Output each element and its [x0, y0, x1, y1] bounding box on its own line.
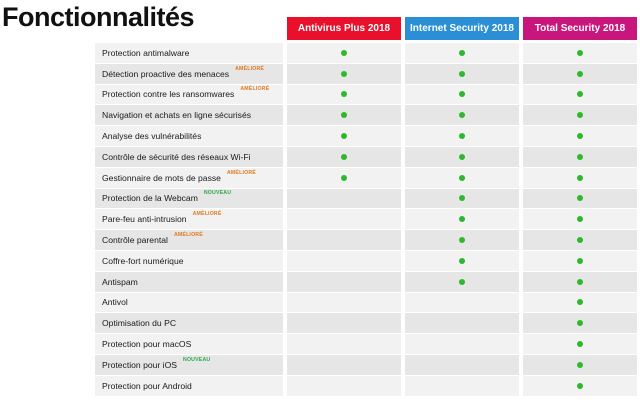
improved-badge: AMÉLIORÉ — [226, 169, 256, 176]
feature-cell-av — [287, 209, 401, 230]
feature-cell-ts — [523, 230, 637, 251]
feature-cell-ts — [523, 64, 637, 85]
feature-cell-is — [405, 334, 519, 355]
feature-row-label — [95, 209, 283, 230]
feature-cell-av — [287, 126, 401, 147]
feature-cell-ts — [523, 126, 637, 147]
feature-cell-ts — [523, 209, 637, 230]
feature-row-label — [95, 105, 283, 126]
feature-cell-av — [287, 43, 401, 64]
feature-cell-is — [405, 355, 519, 376]
check-dot-icon — [459, 71, 465, 77]
feature-label: Protection pour macOS — [102, 339, 192, 350]
feature-cell-is — [405, 293, 519, 314]
feature-row-label — [95, 355, 283, 376]
check-dot-icon — [577, 195, 583, 201]
feature-cell-is — [405, 64, 519, 85]
feature-cell-av — [287, 85, 401, 106]
feature-cell-is — [405, 105, 519, 126]
feature-cell-is — [405, 230, 519, 251]
check-dot-icon — [459, 279, 465, 285]
check-dot-icon — [577, 279, 583, 285]
new-badge: NOUVEAU — [203, 190, 232, 197]
check-dot-icon — [459, 175, 465, 181]
feature-cell-ts — [523, 85, 637, 106]
feature-row-label — [95, 376, 283, 397]
check-dot-icon — [341, 133, 347, 139]
improved-badge: AMÉLIORÉ — [240, 86, 270, 93]
feature-cell-ts — [523, 272, 637, 293]
feature-cell-is — [405, 147, 519, 168]
check-dot-icon — [459, 237, 465, 243]
check-dot-icon — [341, 50, 347, 56]
feature-row-label — [95, 126, 283, 147]
feature-cell-ts — [523, 376, 637, 397]
feature-label: Protection antimalware — [102, 47, 190, 58]
feature-row-label — [95, 272, 283, 293]
feature-row-label — [95, 85, 283, 106]
feature-label: Coffre-fort numérique — [102, 255, 184, 266]
feature-label: Navigation et achats en ligne sécurisés — [102, 110, 252, 121]
check-dot-icon — [577, 320, 583, 326]
check-dot-icon — [341, 91, 347, 97]
check-dot-icon — [577, 175, 583, 181]
check-dot-icon — [459, 91, 465, 97]
check-dot-icon — [341, 175, 347, 181]
check-dot-icon — [577, 362, 583, 368]
check-dot-icon — [577, 71, 583, 77]
feature-label: Analyse des vulnérabilités — [102, 131, 202, 142]
feature-label: Contrôle de sécurité des réseaux Wi-Fi — [102, 151, 251, 162]
feature-cell-ts — [523, 43, 637, 64]
feature-label: Optimisation du PC — [102, 318, 177, 329]
feature-row-label — [95, 293, 283, 314]
feature-label: Détection proactive des menaces — [102, 68, 230, 79]
feature-cell-av — [287, 334, 401, 355]
feature-cell-av — [287, 251, 401, 272]
feature-row-label — [95, 64, 283, 85]
feature-row-label — [95, 43, 283, 64]
feature-cell-is — [405, 43, 519, 64]
improved-badge: AMÉLIORÉ — [235, 65, 265, 72]
check-dot-icon — [577, 299, 583, 305]
feature-label: Protection pour iOS — [102, 359, 177, 370]
product-header-internet-security: Internet Security 2018 — [405, 17, 519, 40]
new-badge: NOUVEAU — [183, 356, 211, 363]
check-dot-icon — [459, 112, 465, 118]
feature-cell-av — [287, 64, 401, 85]
check-dot-icon — [577, 112, 583, 118]
feature-cell-ts — [523, 105, 637, 126]
header-spacer — [95, 17, 283, 43]
feature-row-label — [95, 334, 283, 355]
feature-cell-av — [287, 105, 401, 126]
check-dot-icon — [459, 216, 465, 222]
feature-cell-is — [405, 168, 519, 189]
feature-cell-ts — [523, 168, 637, 189]
feature-label: Protection de la Webcam — [102, 193, 198, 204]
product-header-antivirus-plus: Antivirus Plus 2018 — [287, 17, 401, 40]
feature-cell-av — [287, 293, 401, 314]
feature-label: Contrôle parental — [102, 235, 168, 246]
feature-label: Antispam — [102, 276, 138, 287]
feature-cell-is — [405, 272, 519, 293]
check-dot-icon — [577, 341, 583, 347]
check-dot-icon — [341, 112, 347, 118]
feature-cell-is — [405, 209, 519, 230]
feature-cell-av — [287, 230, 401, 251]
feature-cell-ts — [523, 147, 637, 168]
feature-cell-av — [287, 376, 401, 397]
check-dot-icon — [459, 258, 465, 264]
feature-cell-av — [287, 189, 401, 210]
feature-cell-av — [287, 272, 401, 293]
check-dot-icon — [459, 50, 465, 56]
check-dot-icon — [459, 154, 465, 160]
feature-cell-ts — [523, 334, 637, 355]
feature-cell-ts — [523, 313, 637, 334]
check-dot-icon — [459, 133, 465, 139]
check-dot-icon — [577, 50, 583, 56]
check-dot-icon — [577, 237, 583, 243]
check-dot-icon — [577, 258, 583, 264]
check-dot-icon — [577, 133, 583, 139]
feature-cell-ts — [523, 293, 637, 314]
feature-label: Protection contre les ransomwares — [102, 89, 235, 100]
check-dot-icon — [577, 154, 583, 160]
improved-badge: AMÉLIORÉ — [192, 211, 222, 218]
feature-cell-is — [405, 313, 519, 334]
feature-cell-av — [287, 168, 401, 189]
check-dot-icon — [341, 154, 347, 160]
feature-cell-ts — [523, 355, 637, 376]
improved-badge: AMÉLIORÉ — [173, 232, 203, 239]
feature-cell-av — [287, 313, 401, 334]
feature-row-label — [95, 168, 283, 189]
check-dot-icon — [577, 216, 583, 222]
feature-cell-is — [405, 85, 519, 106]
feature-cell-ts — [523, 189, 637, 210]
feature-cell-av — [287, 147, 401, 168]
product-header-total-security: Total Security 2018 — [523, 17, 637, 40]
feature-row-label — [95, 251, 283, 272]
feature-row-label — [95, 147, 283, 168]
feature-label: Pare-feu anti-intrusion — [102, 214, 187, 225]
feature-comparison-table — [95, 17, 637, 417]
check-dot-icon — [577, 383, 583, 389]
feature-cell-ts — [523, 251, 637, 272]
check-dot-icon — [577, 91, 583, 97]
feature-row-label — [95, 313, 283, 334]
page-title: Fonctionnalités — [2, 2, 195, 32]
check-dot-icon — [459, 195, 465, 201]
feature-label: Gestionnaire de mots de passe — [102, 172, 221, 183]
feature-cell-av — [287, 355, 401, 376]
feature-row-label — [95, 189, 283, 210]
feature-cell-is — [405, 126, 519, 147]
feature-cell-is — [405, 189, 519, 210]
feature-row-label — [95, 230, 283, 251]
feature-cell-is — [405, 251, 519, 272]
feature-cell-is — [405, 376, 519, 397]
feature-label: Protection pour Android — [102, 380, 192, 391]
check-dot-icon — [341, 71, 347, 77]
feature-label: Antivol — [102, 297, 128, 308]
